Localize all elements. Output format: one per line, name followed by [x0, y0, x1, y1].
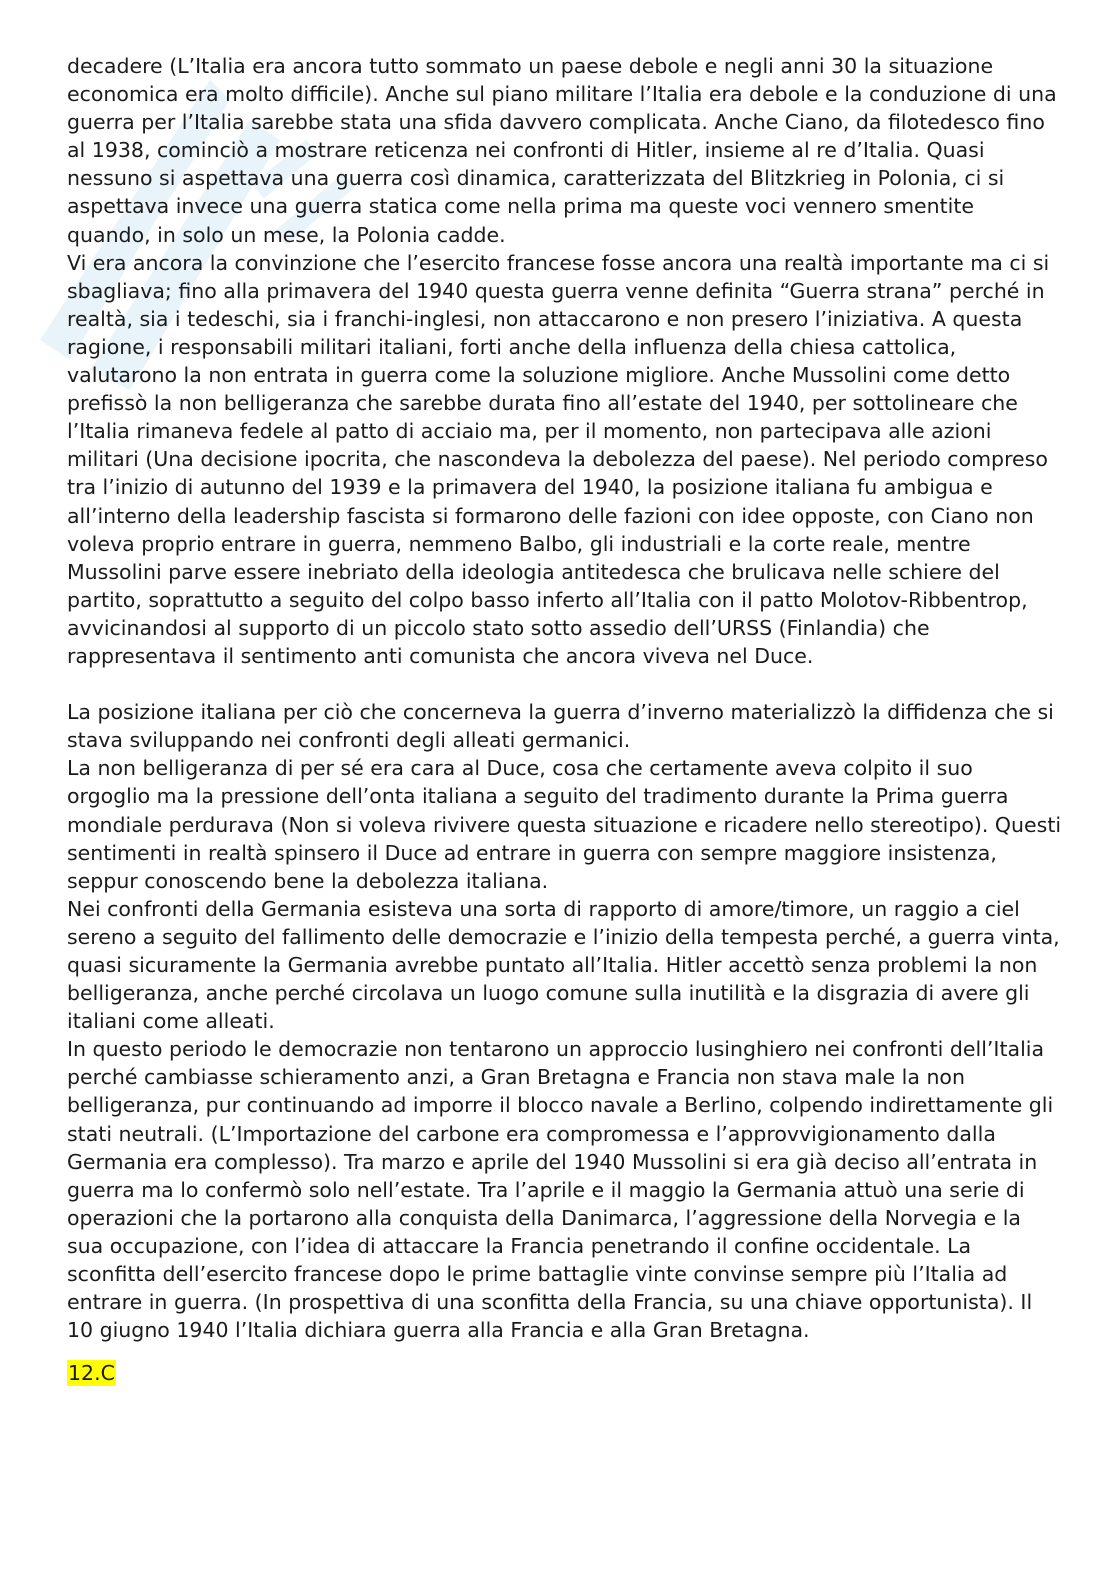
paragraph-5: Nei confronti della Germania esisteva una sorta di rapporto di amore/timore, un raggio a ciel sereno a seguito del fallimento delle democrazie e l’inizio della tempesta perché, a guerra vinta, quasi sicuramente la Germania avrebbe puntato all’Italia. Hitler accettò senza problemi la non belligeranza, anche perché circolava un luogo comune sulla inutilità e la disgrazia di avere gli italiani come alleati. [67, 896, 1060, 1034]
paragraph-2: Vi era ancora la convinzione che l’esercito francese fosse ancora una realtà importante ma ci si sbagliava; fino alla primavera del 1940 questa guerra venne definita “Guerra strana” perché in realtà, sia i tedeschi, sia i franchi-inglesi, non attaccarono e non presero l’iniziativa. A questa ragione, i responsabili militari italiani, forti anche della influenza della chiesa cattolica, valutarono la non entrata in guerra come la soluzione migliore. Anche Mussolini come detto prefissò la non belligeranza che sarebbe durata fino all’estate del 1940, per sottolineare che l’Italia rimaneva fedele al patto di acciaio ma, per il momento, non partecipava alle azioni militari (Una decisione ipocrita, che nascondeva la debolezza del paese). Nel periodo compreso tra l’inizio di autunno del 1939 e la primavera del 1940, la posizione italiana fu ambigua e all’interno della leadership fascista si formarono delle fazioni con idee opposte, con Ciano non voleva proprio entrare in guerra, nemmeno Balbo, gli industriali e la corte reale, mentre Mussolini parve essere inebriato della ideologia antitedesca che brulicava nelle schiere del partito, soprattutto a seguito del colpo basso inferto all’Italia con il patto Molotov-Ribbentrop, avvicinandosi al supporto di un piccolo stato sotto assedio dell’URSS (Finlandia) che rappresentava il sentimento anti comunista che ancora viveva nel Duce. [67, 250, 1050, 668]
paragraph-4: La non belligeranza di per sé era cara al Duce, cosa che certamente aveva colpito il suo orgoglio ma la pressione dell’onta italiana a seguito del tradimento durante la Prima guerra mondiale perdurava (Non si voleva rivivere questa situazione e ricadere nello stereotipo). Questi sentimenti in realtà spinsero il Duce ad entrare in guerra con sempre maggiore insistenza, seppur conoscendo bene la debolezza italiana. [67, 756, 1062, 893]
section-label: 12.C [68, 1361, 115, 1386]
paragraph-spacer [67, 670, 1062, 698]
document-page [67, 52, 1062, 1387]
paragraph-1: decadere (L’Italia era ancora tutto sommato un paese debole e negli anni 30 la situazione economica era molto difficile). Anche sul piano militare l’Italia era debole e la conduzione di una guerra per l’Italia sarebbe stata una sfida davvero complicata. Anche Ciano, da filotedesco fino al 1938, cominciò a mostrare reticenza nei confronti di Hitler, insieme al re d’Italia. Quasi nessuno si aspettava una guerra così dinamica, caratterizzata del Blitzkrieg in Polonia, ci si aspettava invece una guerra statica come nella prima ma queste voci vennero smentite quando, in solo un mese, la Polonia cadde. [67, 54, 1057, 247]
paragraph-3: La posizione italiana per ciò che concerneva la guerra d’inverno materializzò la diffidenza che si stava sviluppando nei confronti degli alleati germanici. [67, 700, 1054, 753]
paragraph-6: In questo periodo le democrazie non tentarono un approccio lusinghiero nei confronti dell’Italia perché cambiasse schieramento anzi, a Gran Bretagna e Francia non stava male la non belligeranza, pur continuando ad imporre il blocco navale a Berlino, colpendo indirettamente gli stati neutrali. (L’Importazione del carbone era compromessa e l’approvvigionamento dalla Germania era complesso). Tra marzo e aprile del 1940 Mussolini si era già deciso all’entrata in guerra ma lo confermò solo nell’estate. Tra l’aprile e il maggio la Germania attuò una serie di operazioni che la portarono alla conquista della Danimarca, l’aggressione della Norvegia e la sua occupazione, con l’idea di attaccare la Francia penetrando il confine occidentale. La sconfitta dell’esercito francese dopo le prime battaglie vinte convinse sempre più l’Italia ad entrare in guerra. (In prospettiva di una sconfitta della Francia, su una chiave opportunista). Il 10 giugno 1940 l’Italia dichiara guerra alla Francia e alla Gran Bretagna. [67, 1037, 1054, 1343]
